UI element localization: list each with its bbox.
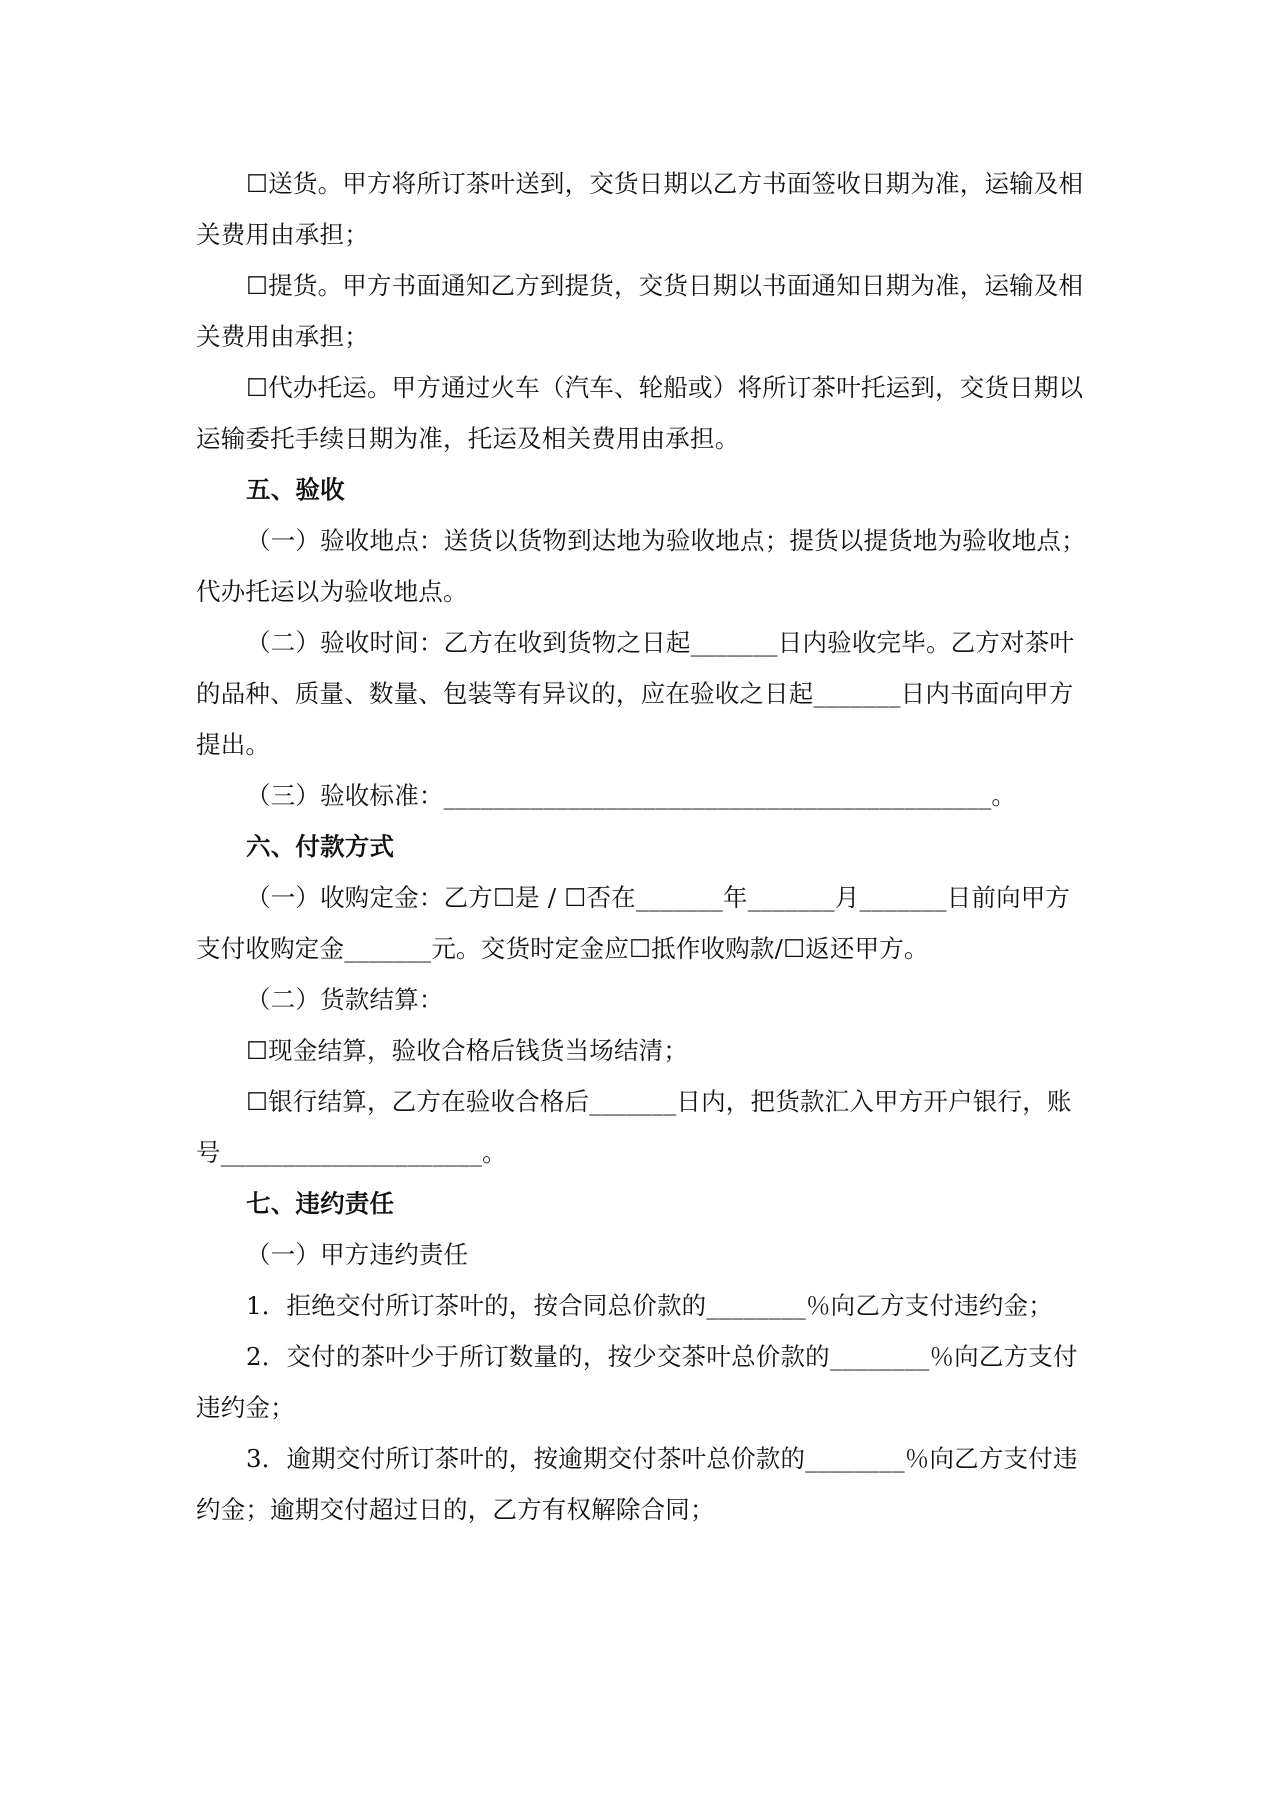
document-body bbox=[196, 158, 1094, 1535]
paragraph-delivery-option: ☐送货。甲方将所订茶叶送到，交货日期以乙方书面签收日期为准，运输及相关费用由承担； bbox=[196, 169, 1084, 249]
paragraph-liability-item-1: 1．拒绝交付所订茶叶的，按合同总价款的________％向乙方支付违约金； bbox=[246, 1291, 1053, 1320]
paragraph-acceptance-time: （二）验收时间：乙方在收到货物之日起_______日内验收完毕。乙方对茶叶的品种、质量、数量、包装等有异议的，应在验收之日起_______日内书面向甲方提出。 bbox=[196, 628, 1075, 759]
paragraph-liability-item-3: 3．逾期交付所订茶叶的，按逾期交付茶叶总价款的________％向乙方支付违约金；逾期交付超过日的，乙方有权解除合同； bbox=[196, 1444, 1078, 1524]
paragraph-deposit: （一）收购定金：乙方☐是 / ☐否在_______年_______月_______日前向甲方支付收购定金_______元。交货时定金应☐抵作收购款/☐返还甲方。 bbox=[196, 883, 1071, 963]
section-heading-acceptance: 五、验收 bbox=[246, 475, 345, 504]
paragraph-party-a-liability: （一）甲方违约责任 bbox=[246, 1240, 469, 1269]
paragraph-consign-option: ☐代办托运。甲方通过火车（汽车、轮船或）将所订茶叶托运到，交货日期以运输委托手续日期为准，托运及相关费用由承担。 bbox=[196, 373, 1084, 453]
paragraph-bank-settlement: ☐银行结算，乙方在验收合格后_______日内，把货款汇入甲方开户银行，账号_____________________。 bbox=[196, 1087, 1072, 1167]
paragraph-liability-item-2: 2．交付的茶叶少于所订数量的，按少交茶叶总价款的________％向乙方支付违约金； bbox=[196, 1342, 1078, 1422]
section-heading-liability: 七、违约责任 bbox=[246, 1189, 395, 1218]
paragraph-settlement: （二）货款结算： bbox=[246, 985, 444, 1014]
paragraph-acceptance-place: （一）验收地点：送货以货物到达地为验收地点；提货以提货地为验收地点；代办托运以为验收地点。 bbox=[196, 526, 1086, 606]
paragraph-pickup-option: ☐提货。甲方书面通知乙方到提货，交货日期以书面通知日期为准，运输及相关费用由承担； bbox=[196, 271, 1084, 351]
section-heading-payment: 六、付款方式 bbox=[246, 832, 395, 861]
paragraph-acceptance-standard: （三）验收标准：____________________________________________。 bbox=[246, 781, 1017, 810]
paragraph-cash-settlement: ☐现金结算，验收合格后钱货当场结清； bbox=[246, 1036, 689, 1065]
